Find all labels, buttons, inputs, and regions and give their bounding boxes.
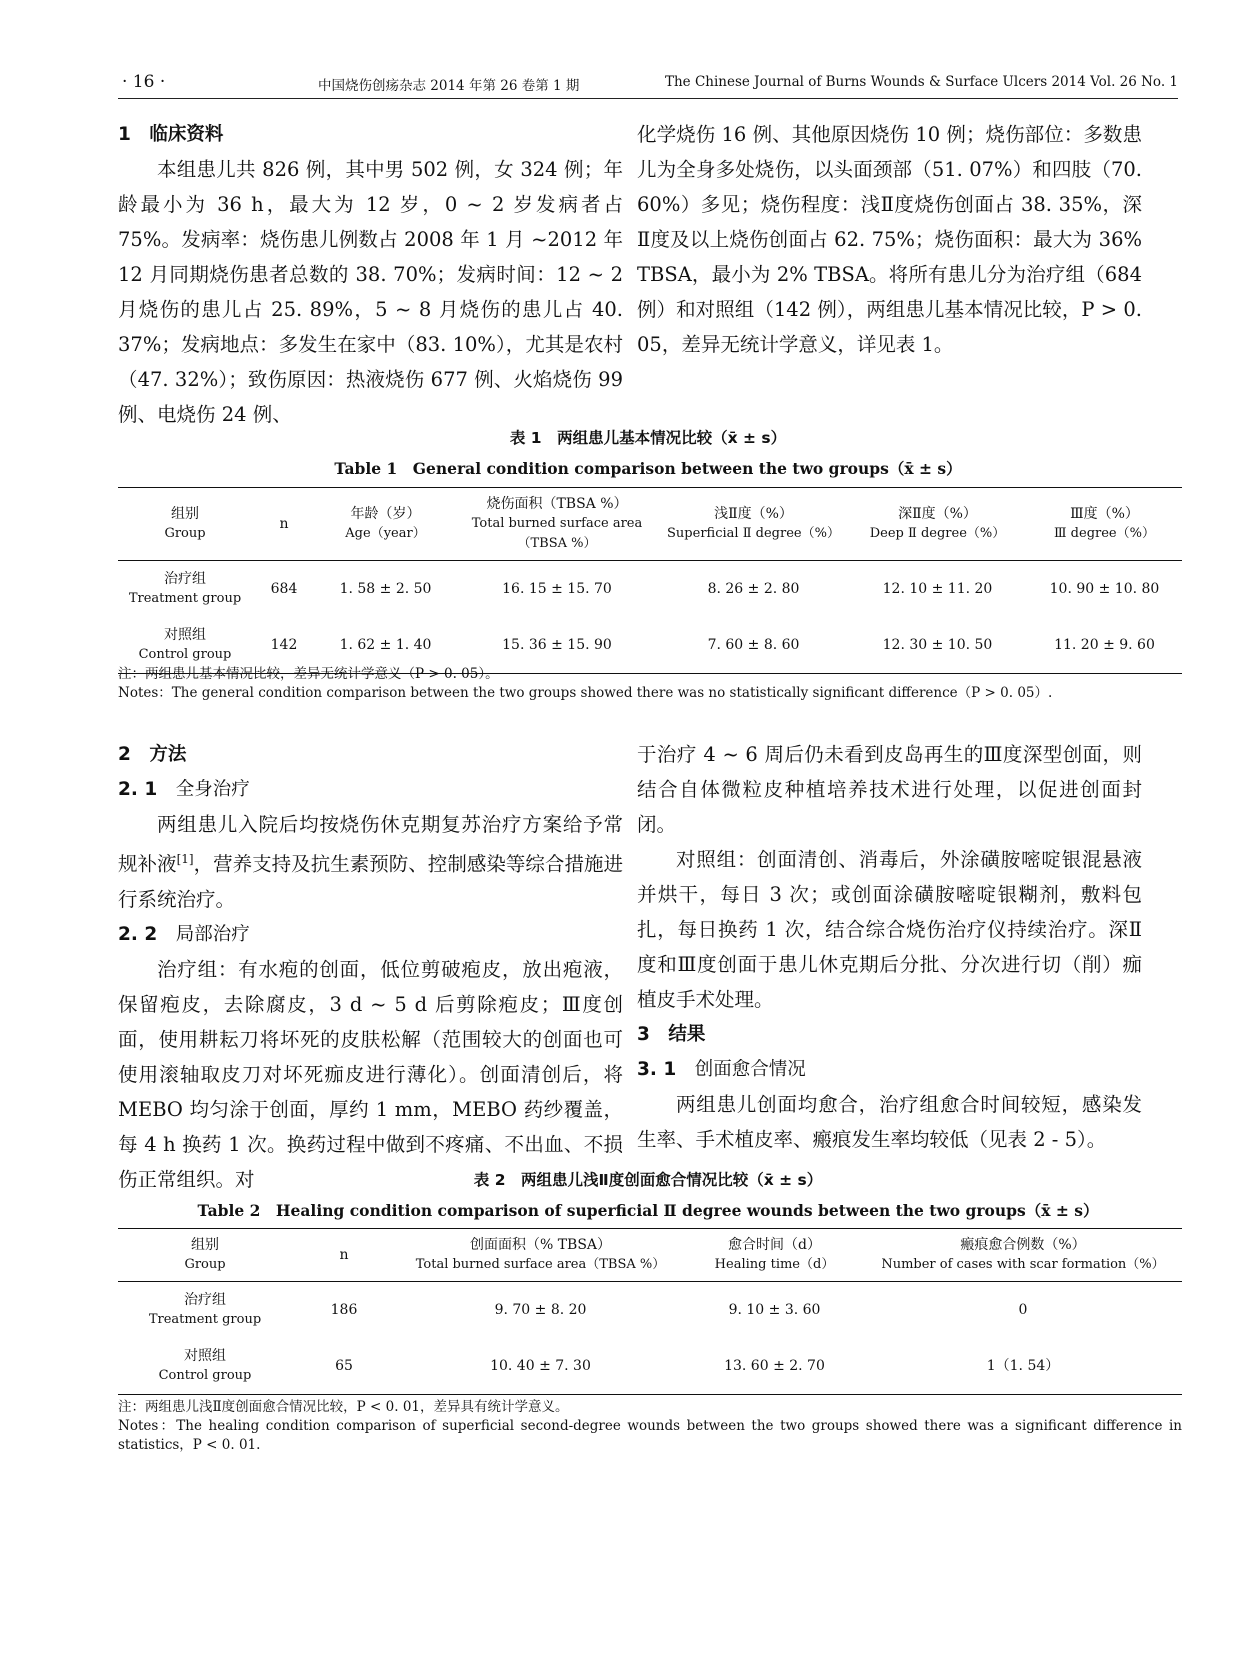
wound-healing-paragraph: 两组患儿创面均愈合，治疗组愈合时间较短，感染发生率、手术植皮率、瘢痕发生率均较低（见表 2 - 5）。 — [637, 1093, 1142, 1151]
column-left-top — [118, 117, 623, 432]
table1-cell-tbsa: 15. 36 ± 15. 90 — [502, 637, 612, 653]
table1-caption-en: Table 1 General condition comparison between the two groups（x̄ ± s） — [334, 459, 962, 478]
column-right-middle — [637, 737, 1142, 1157]
table1-cell-superficial: 8. 26 ± 2. 80 — [707, 581, 800, 597]
table1-col-superficial: 浅Ⅱ度（%） Superficial Ⅱ degree（%） — [659, 488, 848, 561]
citation-ref[interactable]: [1] — [176, 852, 194, 866]
journal-title-en: The Chinese Journal of Burns Wounds & Surface Ulcers 2014 Vol. 26 No. 1 — [664, 74, 1178, 90]
table1-notes — [118, 665, 1182, 703]
page-number: · 16 · — [122, 72, 166, 92]
subsection-heading-2-1: 2. 1 全身治疗 — [118, 779, 250, 800]
table1-cell-age: 1. 62 ± 1. 40 — [339, 637, 432, 653]
table2-cell-area: 10. 40 ± 7. 30 — [490, 1358, 591, 1374]
table2-cell-scar: 1（1. 54） — [986, 1358, 1060, 1374]
table2-note-cn: 注：两组患儿浅Ⅱ度创面愈合情况比较，P < 0. 01，差异具有统计学意义。 — [118, 1399, 569, 1415]
table2-notes — [118, 1398, 1182, 1455]
column-left-middle — [118, 737, 623, 1197]
table1-caption-cn: 表 1 两组患儿基本情况比较（x̄ ± s） — [509, 429, 787, 447]
column-right-top — [637, 117, 1142, 362]
section-heading-3: 3 结果 — [637, 1024, 706, 1045]
table2-col-scar: 瘢痕愈合例数（%） Number of cases with scar formation（%） — [864, 1229, 1182, 1282]
table1-cell-third: 10. 90 ± 10. 80 — [1049, 581, 1160, 597]
control-group-paragraph: 对照组：创面清创、消毒后，外涂磺胺嘧啶银混悬液并烘干，每日 3 次；或创面涂磺胺嘧啶银糊剂，敷料包扎，每日换药 1 次，结合综合烧伤治疗仪持续治疗。深Ⅱ度和Ⅲ度创面于患儿休克期后分批、分次进行切（削）痂植皮手术处理。 — [637, 848, 1142, 1011]
local-treatment-paragraph-right: 于治疗 4 ~ 6 周后仍未看到皮岛再生的Ⅲ度深型创面，则结合自体微粒皮种植培养技术进行处理，以促进创面封闭。 — [637, 743, 1142, 836]
table1-cell-group: 治疗组 Treatment group — [128, 571, 242, 606]
table1-cell-n: 142 — [270, 637, 298, 653]
table2-header-row — [118, 1229, 1182, 1282]
table2-caption-cn: 表 2 两组患儿浅Ⅱ度创面愈合情况比较（x̄ ± s） — [473, 1171, 823, 1189]
table2-caption-en: Table 2 Healing condition comparison of superficial Ⅱ degree wounds between the two groups（x̄ ± s） — [197, 1201, 1099, 1220]
table2-cell-scar: 0 — [1018, 1302, 1028, 1318]
table2-cell-group: 治疗组 Treatment group — [148, 1292, 262, 1327]
table2 — [118, 1228, 1182, 1395]
table-row — [118, 1282, 1182, 1339]
table1-cell-deep: 12. 30 ± 10. 50 — [882, 637, 993, 653]
table1-col-tbsa: 烧伤面积（TBSA %） Total burned surface area（TBSA %） — [455, 488, 659, 561]
table-row — [118, 561, 1182, 618]
table1-cell-deep: 12. 10 ± 11. 20 — [882, 581, 993, 597]
table2-cell-healing-time: 9. 10 ± 3. 60 — [728, 1302, 821, 1318]
clinical-data-paragraph-left: 本组患儿共 826 例，其中男 502 例，女 324 例；年龄最小为 36 h，最大为 12 岁，0 ~ 2 岁发病者占 75%。发病率：烧伤患儿例数占 2008 年 1 月 ~2012 年 12 月同期烧伤患者总数的 38. 70%；发病时间：12 ~ 2 月烧伤的患儿占 25. 89%，5 ~ 8 月烧伤的患儿占 40. 37%；发病地点：多发生在家中（83. 10%），尤其是农村（47. 32%）；致伤原因：热液烧伤 677 例、火焰烧伤 99 例、电烧伤 24 例、 — [118, 158, 623, 426]
table2-cell-n: 65 — [335, 1358, 353, 1374]
table1-col-group: 组别 Group — [118, 488, 252, 561]
local-treatment-paragraph-left: 治疗组：有水疱的创面，低位剪破疱皮，放出疱液，保留疱皮，去除腐皮，3 d ~ 5 d 后剪除疱皮；Ⅲ度创面，使用耕耘刀将坏死的皮肤松解（范围较大的创面也可使用滚轴取皮刀对坏死痂皮进行薄化）。创面清创后，将 MEBO 均匀涂于创面，厚约 1 mm，MEBO 药纱覆盖，每 4 h 换药 1 次。换药过程中做到不疼痛、不出血、不损伤正常组织。对 — [118, 957, 623, 1191]
table2-col-group: 组别 Group — [118, 1229, 292, 1282]
table-row — [118, 1338, 1182, 1395]
table1-note-cn: 注：两组患儿基本情况比较，差异无统计学意义（P > 0. 05）。 — [118, 666, 499, 682]
subsection-heading-2-2: 2. 2 局部治疗 — [118, 923, 250, 945]
journal-title-cn: 中国烧伤创疡杂志 2014 年第 26 卷第 1 期 — [318, 78, 580, 94]
table1-note-en: Notes：The general condition comparison between the two groups showed there was no statistically significant difference（P > 0. 05）. — [118, 685, 1053, 701]
table2-cell-n: 186 — [330, 1302, 358, 1318]
table1 — [118, 487, 1182, 674]
table1-cell-group: 对照组 Control group — [138, 627, 232, 662]
table2-cell-group: 对照组 Control group — [158, 1348, 252, 1383]
table1-col-third: Ⅲ度（%） Ⅲ degree（%） — [1027, 488, 1182, 561]
table2-col-n: n — [292, 1229, 396, 1282]
table1-cell-third: 11. 20 ± 9. 60 — [1054, 637, 1155, 653]
table1-header-row — [118, 488, 1182, 561]
table2-col-area: 创面面积（% TBSA） Total burned surface area（TBSA %） — [396, 1229, 685, 1282]
table1-cell-superficial: 7. 60 ± 8. 60 — [707, 637, 800, 653]
systemic-treatment-paragraph: 两组患儿入院后均按烧伤休克期复苏治疗方案给予常规补液[1]，营养支持及抗生素预防、控制感染等综合措施进行系统治疗。 — [118, 813, 623, 911]
table2-cell-area: 9. 70 ± 8. 20 — [494, 1302, 587, 1318]
table2-note-en: Notes：The healing condition comparison of superficial second-degree wounds between the two groups showed there was a significant difference in statistics，P < 0. 01. — [118, 1418, 1182, 1453]
table2-col-healing-time: 愈合时间（d） Healing time（d） — [685, 1229, 864, 1282]
clinical-data-paragraph-right: 化学烧伤 16 例、其他原因烧伤 10 例；烧伤部位：多数患儿为全身多处烧伤，以头面颈部（51. 07%）和四肢（70. 60%）多见；烧伤程度：浅Ⅱ度烧伤创面占 38. 35%，深Ⅱ度及以上烧伤创面占 62. 75%；烧伤面积：最大为 36% TBSA，最小为 2% TBSA。将所有患儿分为治疗组（684 例）和对照组（142 例），两组患儿基本情况比较，P > 0. 05，差异无统计学意义，详见表 1。 — [637, 123, 1142, 356]
table2-cell-healing-time: 13. 60 ± 2. 70 — [724, 1358, 825, 1374]
table1-col-n: n — [252, 488, 316, 561]
table1-cell-age: 1. 58 ± 2. 50 — [339, 581, 432, 597]
table1-col-age: 年龄（岁） Age（year） — [316, 488, 455, 561]
table1-cell-tbsa: 16. 15 ± 15. 70 — [502, 581, 612, 597]
section-heading-1: 1 临床资料 — [118, 124, 224, 145]
table1-col-deep: 深Ⅱ度（%） Deep Ⅱ degree（%） — [848, 488, 1027, 561]
section-heading-2: 2 方法 — [118, 744, 187, 765]
table1-cell-n: 684 — [270, 581, 298, 597]
subsection-heading-3-1: 3. 1 创面愈合情况 — [637, 1059, 806, 1080]
running-header — [118, 72, 1178, 99]
